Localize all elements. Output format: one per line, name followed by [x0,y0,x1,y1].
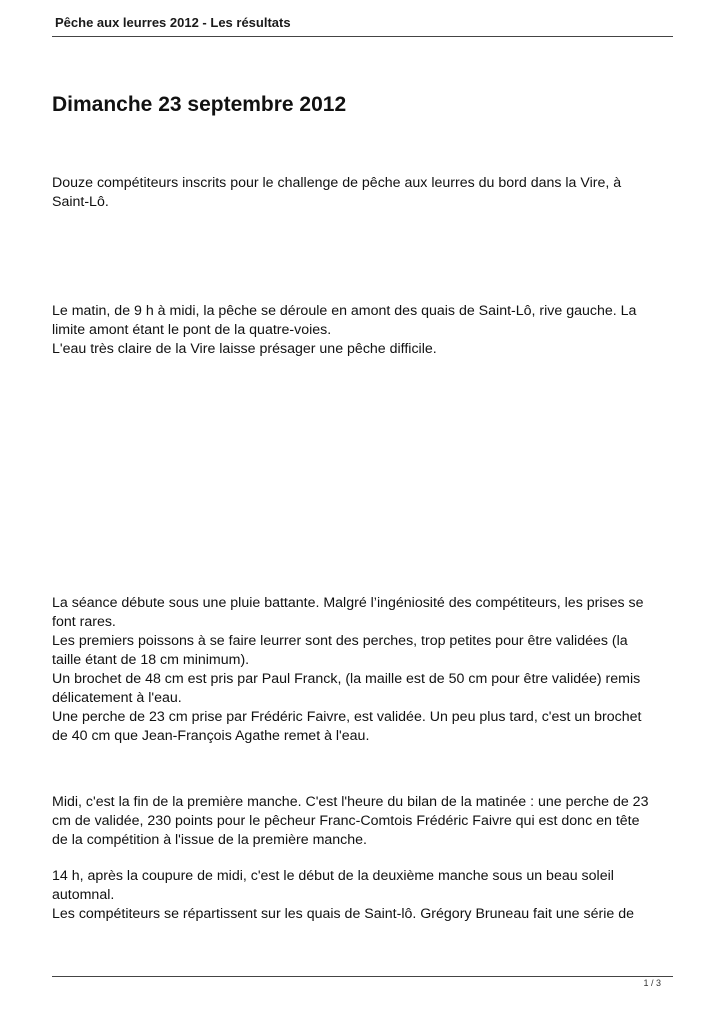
paragraph-line: L'eau très claire de la Vire laisse présager une pêche difficile. [52,341,437,357]
paragraph-line: Un brochet de 48 cm est pris par Paul Franck, (la maille est de 50 cm pour être validée) remis [52,671,641,687]
paragraph-morning [52,302,677,359]
paragraph-noon [52,793,677,850]
paragraph-line: Les premiers poissons à se faire leurrer sont des perches, trop petites pour être validées (la [52,633,628,649]
paragraph-line: Midi, c'est la fin de la première manche. C'est l'heure du bilan de la matinée : une perche de 23 [52,794,649,810]
paragraph-session [52,594,677,746]
paragraph-line: Les compétiteurs se répartissent sur les quais de Saint-lô. Grégory Bruneau fait une série de [52,906,634,922]
running-header: Pêche aux leurres 2012 - Les résultats [55,15,291,30]
footer-divider [52,976,673,977]
paragraph-line: Douze compétiteurs inscrits pour le challenge de pêche aux leurres du bord dans la Vire, à [52,175,622,191]
paragraph-intro [52,174,677,212]
paragraph-line: 14 h, après la coupure de midi, c'est le début de la deuxième manche sous un beau soleil [52,868,614,884]
page-title: Dimanche 23 septembre 2012 [52,93,347,116]
paragraph-line: automnal. [52,887,115,903]
paragraph-line: taille étant de 18 cm minimum). [52,652,250,668]
paragraph-line: La séance débute sous une pluie battante. Malgré l’ingéniosité des compétiteurs, les prises se [52,595,644,611]
paragraph-line: cm de validée, 230 points pour le pêcheur Franc-Comtois Frédéric Faivre qui est donc en tête [52,813,640,829]
paragraph-line: délicatement à l'eau. [52,690,182,706]
paragraph-line: de 40 cm que Jean-François Agathe remet à l'eau. [52,728,370,744]
paragraph-afternoon [52,867,677,924]
header-divider [52,36,673,37]
paragraph-line: Saint-Lô. [52,194,109,210]
page-number: 1 / 3 [643,978,661,988]
paragraph-line: de la compétition à l'issue de la première manche. [52,832,367,848]
paragraph-line: Une perche de 23 cm prise par Frédéric Faivre, est validée. Un peu plus tard, c'est un brochet [52,709,642,725]
paragraph-line: Le matin, de 9 h à midi, la pêche se déroule en amont des quais de Saint-Lô, rive gauche. La [52,303,637,319]
paragraph-line: limite amont étant le pont de la quatre-voies. [52,322,332,338]
paragraph-line: font rares. [52,614,116,630]
